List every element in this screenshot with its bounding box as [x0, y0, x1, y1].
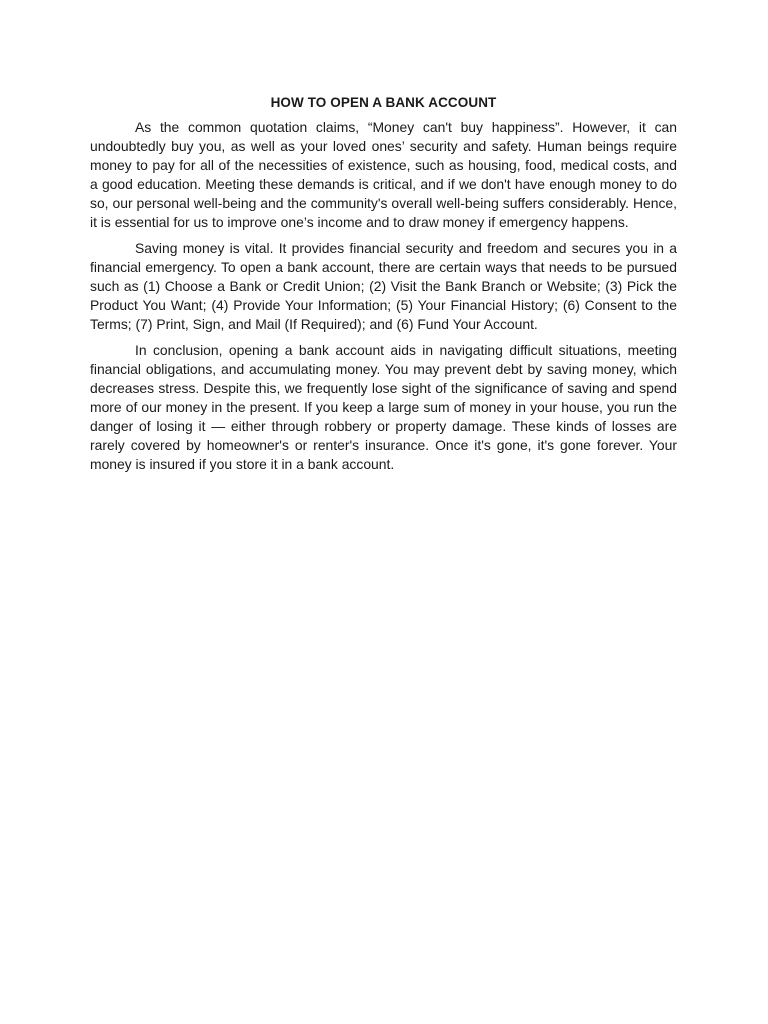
paragraph-conclusion: In conclusion, opening a bank account aids in navigating difficult situations, meeting financial obligations, and accumulating money. You may prevent debt by saving money, which decreases stress. Despite this, we frequently lose sight of the significance of saving and spend more of our money in the present. If you keep a large sum of money in your house, you run the danger of losing it — either through robbery or property damage. These kinds of losses are rarely covered by homeowner's or renter's insurance. Once it's gone, it's gone forever. Your money is insured if you store it in a bank account. [90, 342, 677, 472]
paragraph-body: Saving money is vital. It provides financial security and freedom and secures you in a financial emergency. To open a bank account, there are certain ways that needs to be pursued such as (1) Choose a Bank or Credit Union; (2) Visit the Bank Branch or Website; (3) Pick the Product You Want; (4) Provide Your Information; (5) Your Financial History; (6) Consent to the Terms; (7) Print, Sign, and Mail (If Required); and (6) Fund Your Account. [90, 240, 677, 332]
paragraph-introduction: As the common quotation claims, “Money can't buy happiness”. However, it can undoubtedly buy you, as well as your loved ones’ security and safety. Human beings require money to pay for all of the necessities of existence, such as housing, food, medical costs, and a good education. Meeting these demands is critical, and if we don't have enough money to do so, our personal well-being and the community's overall well-being suffers considerably. Hence, it is essential for us to improve one’s income and to draw money if emergency happens. [90, 119, 677, 230]
document-title: HOW TO OPEN A BANK ACCOUNT [270, 95, 497, 110]
